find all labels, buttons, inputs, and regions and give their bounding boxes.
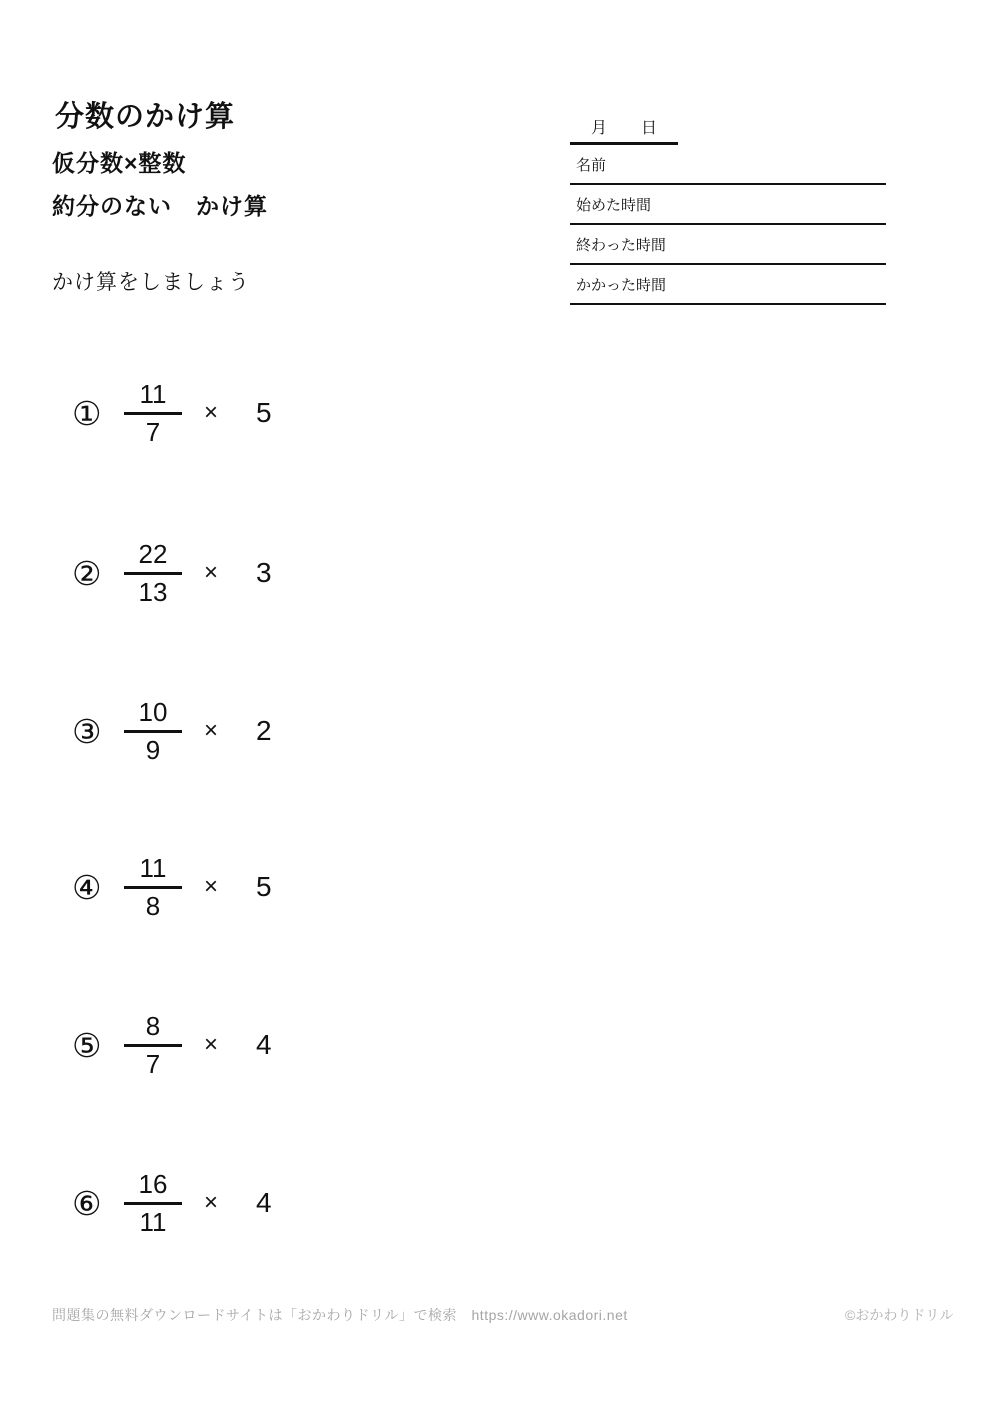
fraction-bar-3 — [124, 730, 182, 733]
multiply-sign-5: × — [204, 1031, 219, 1058]
fraction-bar-4 — [124, 886, 182, 889]
problem-row-1 — [72, 367, 272, 459]
numerator-2: 22 — [138, 538, 168, 569]
multiply-sign-1: × — [204, 399, 219, 426]
problem-number-3: ③ — [72, 712, 102, 750]
problem-number-6: ⑥ — [72, 1184, 102, 1222]
denominator-3: 9 — [145, 734, 161, 765]
fraction-4 — [124, 854, 182, 921]
numerator-6: 16 — [138, 1168, 168, 1199]
end-time-field[interactable] — [570, 225, 886, 265]
fraction-bar-5 — [124, 1044, 182, 1047]
multiplier-1: 5 — [256, 397, 272, 428]
start-time-field-label: 始めた時間 — [576, 196, 652, 214]
name-field[interactable] — [570, 145, 886, 185]
numerator-4: 11 — [139, 852, 167, 883]
day-label: 日 — [641, 119, 658, 137]
fraction-bar-1 — [124, 412, 182, 415]
problem-number-5: ⑤ — [72, 1026, 102, 1064]
numerator-3: 10 — [138, 696, 168, 727]
problem-row-6 — [72, 1157, 272, 1249]
fraction-bar-2 — [124, 572, 182, 575]
fraction-bar-6 — [124, 1202, 182, 1205]
multiplier-6: 4 — [256, 1187, 272, 1218]
multiply-sign-3: × — [204, 717, 219, 744]
problem-row-5 — [72, 999, 272, 1091]
month-label: 月 — [590, 119, 607, 137]
multiplier-5: 4 — [256, 1029, 272, 1060]
denominator-1: 7 — [145, 416, 161, 447]
problem-number-2: ② — [72, 554, 102, 592]
instruction-text: かけ算をしましょう — [52, 271, 250, 294]
fraction-3 — [124, 698, 182, 765]
problem-number-1: ① — [72, 394, 102, 432]
multiplier-2: 3 — [256, 557, 272, 588]
elapsed-time-field[interactable] — [570, 265, 886, 305]
multiply-sign-4: × — [204, 873, 219, 900]
start-time-field[interactable] — [570, 185, 886, 225]
multiply-sign-6: × — [204, 1189, 219, 1216]
fraction-2 — [124, 540, 182, 607]
denominator-6: 11 — [139, 1206, 167, 1237]
numerator-1: 11 — [139, 378, 167, 409]
name-time-box — [570, 110, 886, 305]
footer-copyright: ©おかわりドリル — [845, 1307, 954, 1323]
fraction-6 — [124, 1170, 182, 1237]
multiplier-4: 5 — [256, 871, 272, 902]
denominator-4: 8 — [145, 890, 161, 921]
denominator-5: 7 — [145, 1048, 161, 1079]
problem-row-3 — [72, 685, 272, 777]
multiplier-3: 2 — [256, 715, 272, 746]
problem-row-2 — [72, 527, 272, 619]
subtitle-fraction-type: 仮分数×整数 — [52, 150, 187, 176]
fraction-5 — [124, 1012, 182, 1079]
numerator-5: 8 — [145, 1010, 161, 1041]
footer-site-info: 問題集の無料ダウンロードサイトは「おかわりドリル」で検索 https://www.okadori.net — [52, 1307, 628, 1323]
page-title: 分数のかけ算 — [55, 101, 236, 133]
multiply-sign-2: × — [204, 559, 219, 586]
problem-row-4 — [72, 841, 272, 933]
elapsed-time-field-label: かかった時間 — [576, 276, 667, 294]
name-field-label: 名前 — [576, 156, 607, 174]
date-entry-line[interactable] — [570, 110, 678, 145]
denominator-2: 13 — [138, 576, 168, 607]
subtitle-no-reduction: 約分のない かけ算 — [52, 193, 268, 219]
problem-number-4: ④ — [72, 868, 102, 906]
end-time-field-label: 終わった時間 — [576, 236, 666, 254]
fraction-1 — [124, 380, 182, 447]
